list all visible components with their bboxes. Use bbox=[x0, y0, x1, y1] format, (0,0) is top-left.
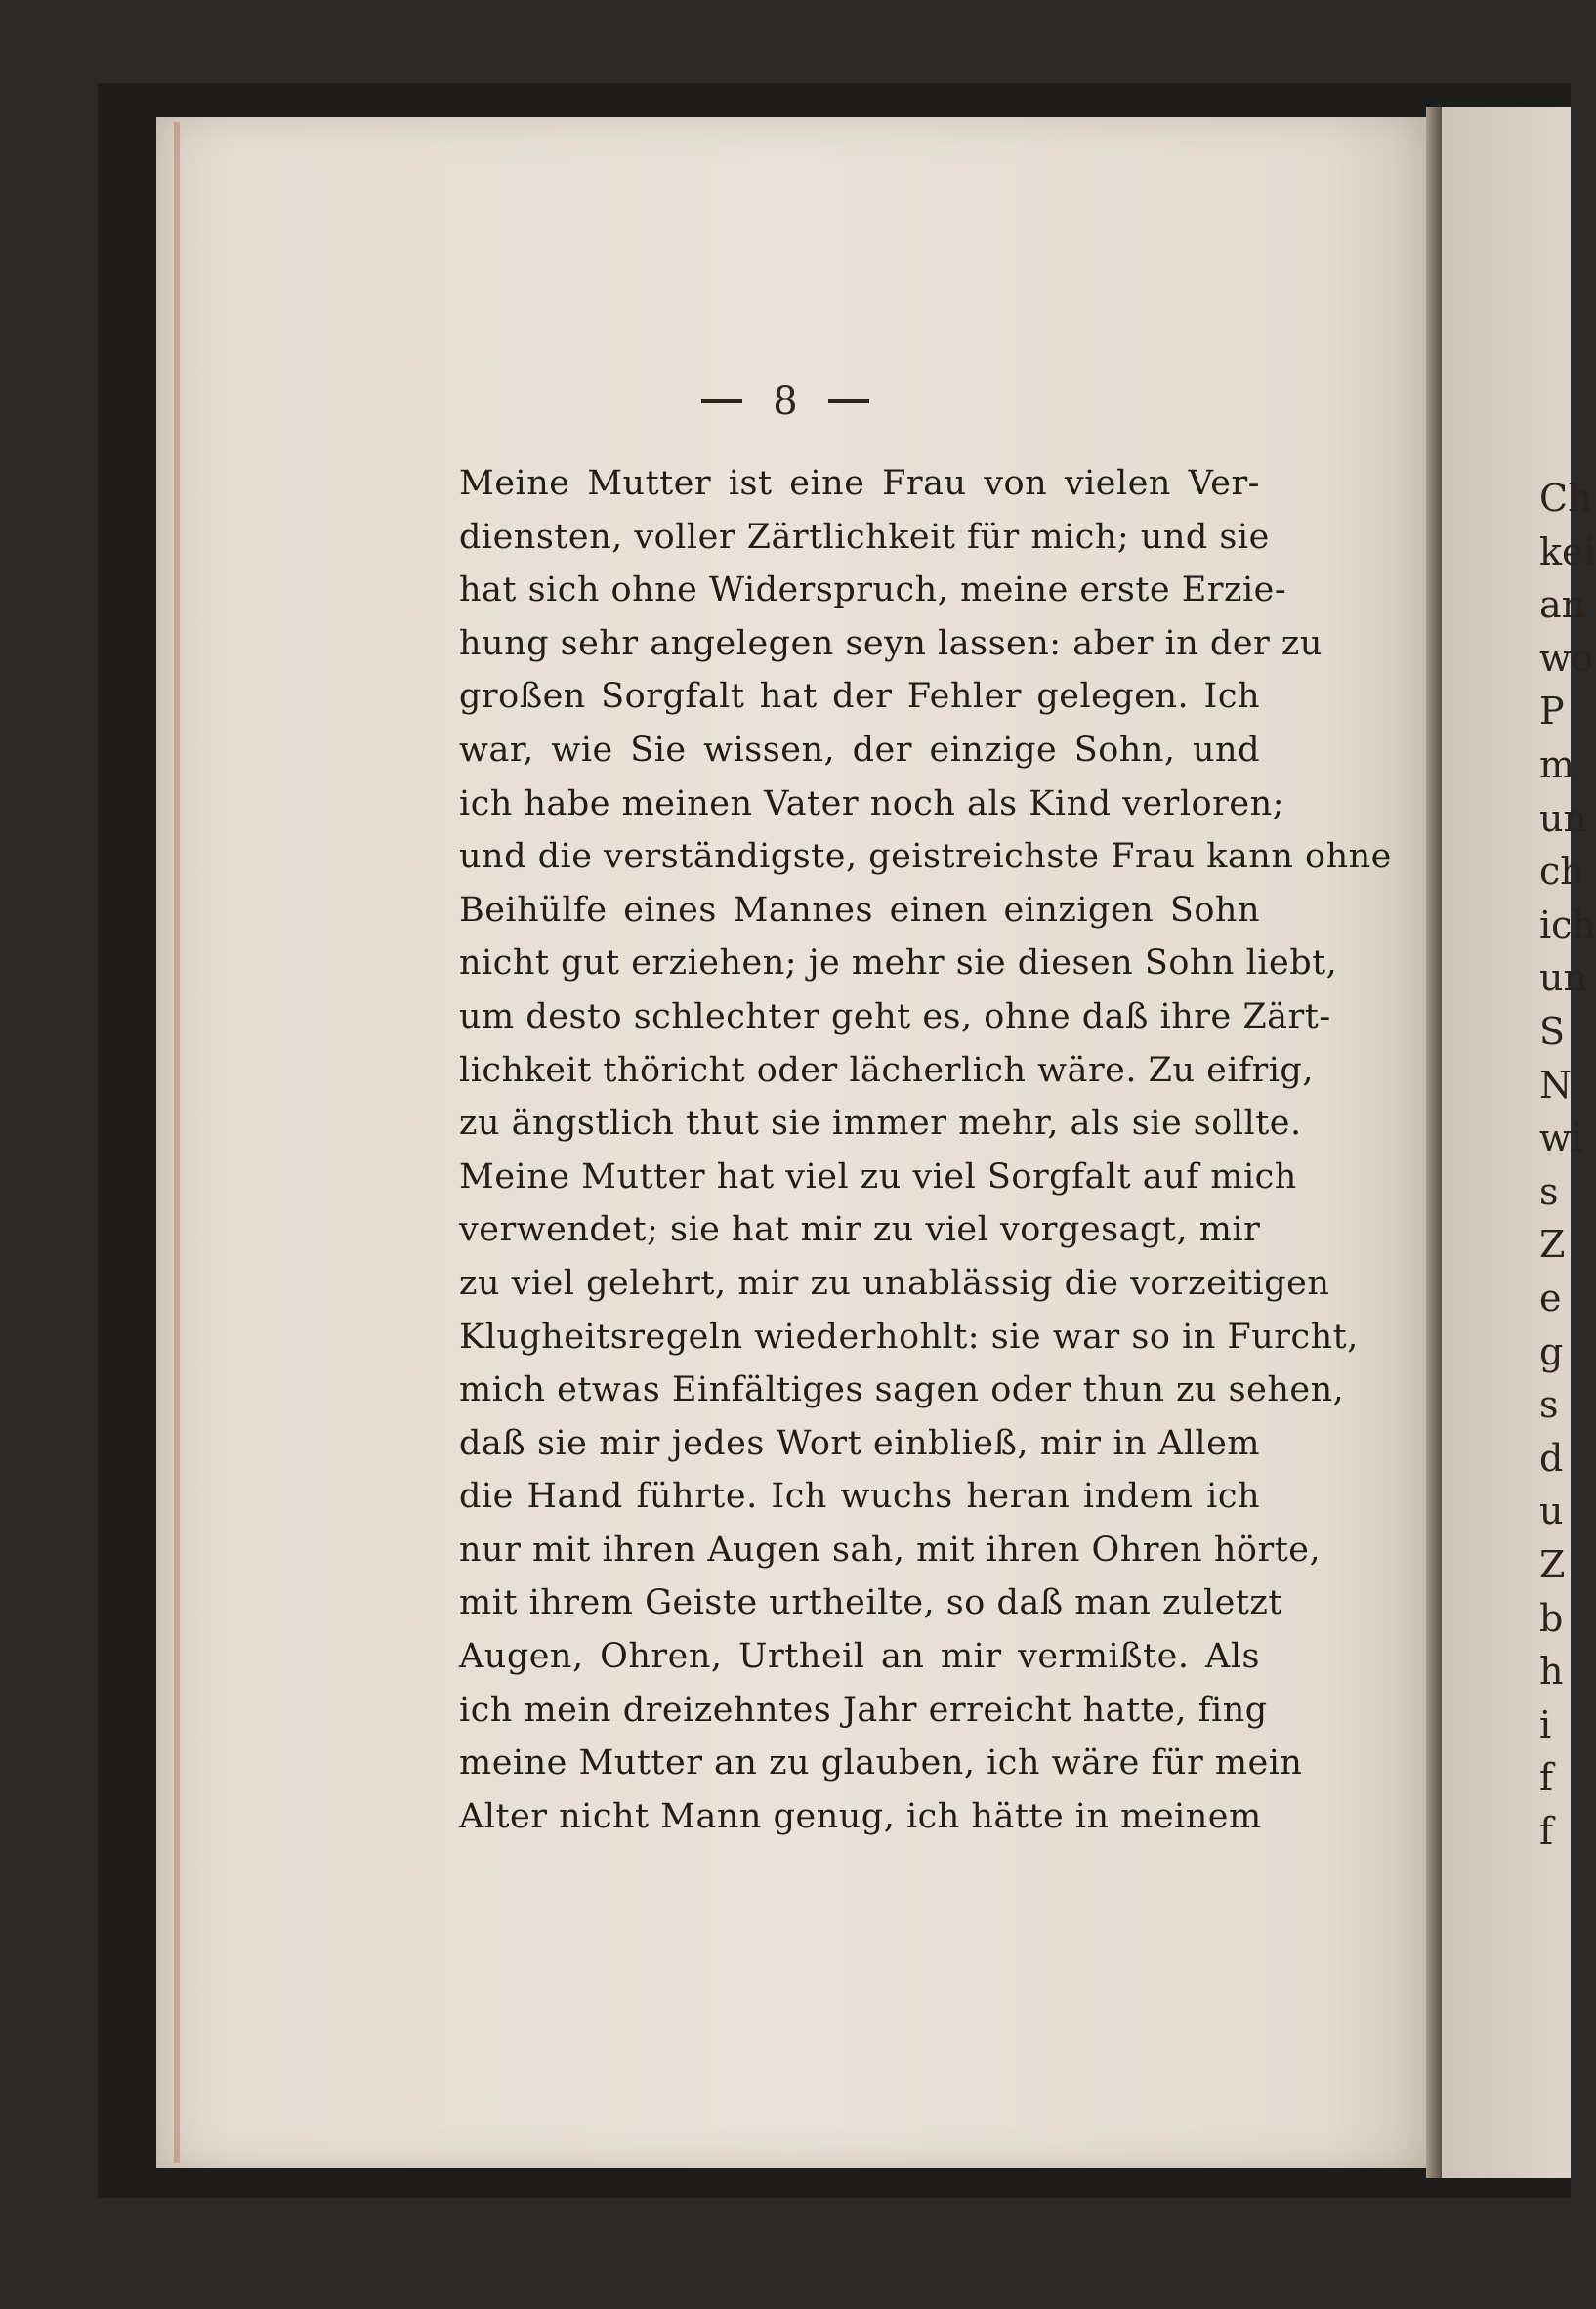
next-page-fragment: h bbox=[1539, 1650, 1564, 1694]
next-page-fragment: f bbox=[1539, 1756, 1554, 1800]
next-page-fragment: g bbox=[1539, 1329, 1564, 1373]
text-line: Meine Mutter hat viel zu viel Sorgfalt auf mich bbox=[459, 1156, 1297, 1196]
text-line: daß sie mir jedes Wort einbließ, mir in Allem bbox=[459, 1423, 1260, 1463]
text-line: nicht gut erziehen; je mehr sie diesen Sohn liebt, bbox=[459, 944, 1338, 984]
next-page-fragment: Z bbox=[1539, 1223, 1566, 1267]
text-line: Beihülfe eines Mannes einen einzigen Sohn bbox=[459, 890, 1260, 930]
text-line: ich habe meinen Vater noch als Kind verloren; bbox=[459, 783, 1284, 823]
body-text bbox=[459, 457, 1392, 1843]
next-page-fragment: un bbox=[1539, 956, 1587, 1000]
next-page-fragment: S bbox=[1539, 1010, 1566, 1053]
next-page-fragment: P bbox=[1539, 690, 1565, 734]
text-line: diensten, voller Zärtlichkeit für mich; und sie bbox=[459, 517, 1270, 557]
text-line: ich mein dreizehntes Jahr erreicht hatte, fing bbox=[459, 1690, 1268, 1730]
next-page-fragment: s bbox=[1539, 1383, 1559, 1427]
text-line: hat sich ohne Widerspruch, meine erste Erzie- bbox=[459, 570, 1287, 610]
text-line: Augen, Ohren, Urtheil an mir vermißte. Als bbox=[459, 1637, 1260, 1677]
next-page-fragment: kei bbox=[1539, 529, 1596, 573]
next-page-fragment: Ch bbox=[1539, 477, 1592, 520]
page-number: 8 bbox=[773, 379, 798, 424]
text-line: zu ängstlich thut sie immer mehr, als sie sollte. bbox=[459, 1104, 1302, 1144]
next-page-fragment: ch bbox=[1539, 850, 1584, 894]
text-line: die Hand führte. Ich wuchs heran indem ich bbox=[459, 1477, 1260, 1517]
next-page-fragment: i bbox=[1539, 1702, 1552, 1746]
text-line: hung sehr angelegen seyn lassen: aber in der zu bbox=[459, 623, 1323, 663]
text-line: und die verständigste, geistreichste Frau kann ohne bbox=[459, 837, 1392, 877]
page-edge-stain bbox=[174, 122, 180, 2163]
text-line: nur mit ihren Augen sah, mit ihren Ohren hörte, bbox=[459, 1530, 1322, 1570]
text-line: lichkeit thöricht oder lächerlich wäre. Zu eifrig, bbox=[459, 1050, 1314, 1090]
text-line: war, wie Sie wissen, der einzige Sohn, und bbox=[459, 730, 1260, 770]
text-line: Klugheitsregeln wiederhohlt: sie war so in Furcht, bbox=[459, 1317, 1359, 1357]
next-page-fragment: un bbox=[1539, 796, 1587, 840]
next-page-fragment: Z bbox=[1539, 1543, 1566, 1586]
text-line: verwendet; sie hat mir zu viel vorgesagt, mir bbox=[459, 1210, 1261, 1250]
next-page-fragment: wi bbox=[1539, 1116, 1583, 1160]
text-line: um desto schlechter geht es, ohne daß ihre Zärt- bbox=[459, 996, 1331, 1036]
next-page-fragment: ich bbox=[1539, 903, 1596, 946]
next-page-fragment: e bbox=[1539, 1277, 1562, 1320]
text-line: Alter nicht Mann genug, ich hätte in meinem bbox=[459, 1796, 1262, 1836]
next-page-fragment: u bbox=[1539, 1490, 1564, 1533]
next-page-fragment: m bbox=[1539, 743, 1575, 786]
next-page-fragment: s bbox=[1539, 1169, 1559, 1213]
next-page-fragment: d bbox=[1539, 1436, 1564, 1480]
next-page-fragment: b bbox=[1539, 1596, 1564, 1640]
header-dash-right bbox=[828, 399, 869, 403]
text-line: Meine Mutter ist eine Frau von vielen Ver- bbox=[459, 464, 1260, 503]
text-line: mich etwas Einfältiges sagen oder thun zu sehen, bbox=[459, 1370, 1345, 1410]
next-page-fragment: an bbox=[1539, 583, 1586, 627]
text-line: mit ihrem Geiste urtheilte, so daß man zuletzt bbox=[459, 1583, 1282, 1623]
page-header bbox=[0, 379, 1571, 424]
text-line: großen Sorgfalt hat der Fehler gelegen. Ich bbox=[459, 677, 1260, 717]
header-dash-left bbox=[701, 399, 742, 403]
next-page-fragment: f bbox=[1539, 1810, 1554, 1853]
next-page-fragment: N bbox=[1539, 1063, 1573, 1107]
next-page-fragment: wo bbox=[1539, 636, 1594, 680]
text-line: meine Mutter an zu glauben, ich wäre für mein bbox=[459, 1743, 1303, 1784]
text-line: zu viel gelehrt, mir zu unablässig die vorzeitigen bbox=[459, 1263, 1330, 1303]
